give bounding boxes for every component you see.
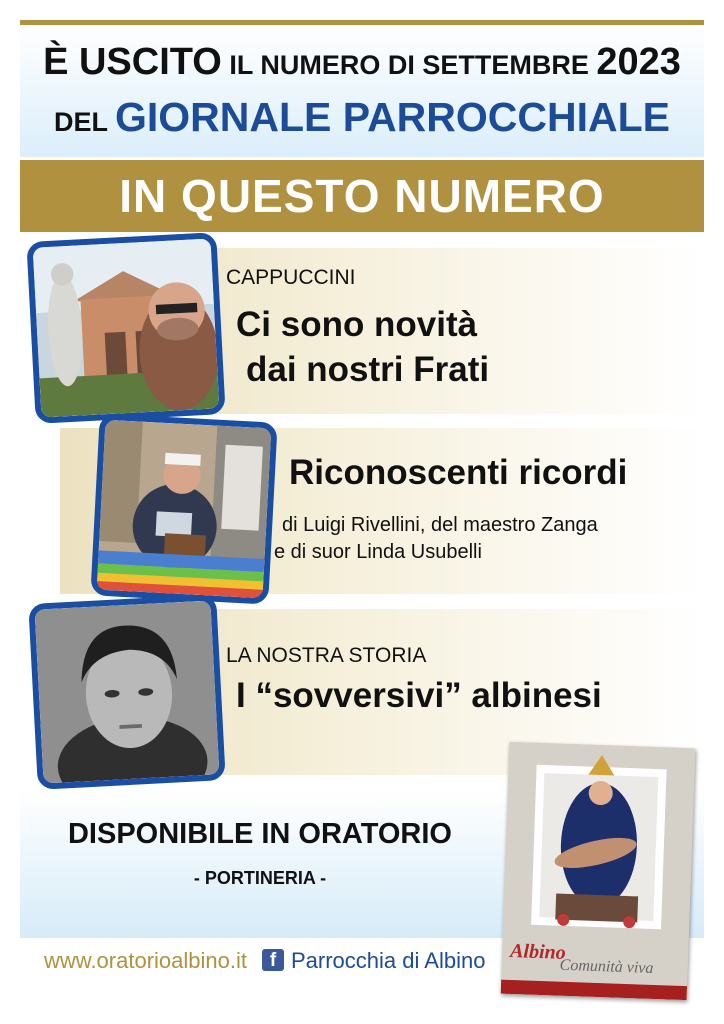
website-link[interactable]: www.oratorioalbino.it [44,948,247,973]
headline-del: DEL [53,107,115,137]
availability-sub: - PORTINERIA - [193,868,327,888]
article-photo-friars [26,232,225,424]
headline-line1 [20,43,704,81]
article-1-title-line1: Ci sono novità [236,305,478,344]
article-3-title: I “sovversivi” albinesi [236,676,602,715]
article-3-kicker: LA NOSTRA STORIA [226,644,427,667]
article-2-sub-line2: e di suor Linda Usubelli [274,541,482,563]
facebook-icon: f [262,949,284,971]
header-panel [20,25,704,157]
headline-line2 [20,94,704,140]
article-2-sub-line1: di Luigi Rivellini, del maestro Zanga [282,514,598,536]
headline-uscito: È USCITO [43,41,222,83]
facebook-page-link[interactable]: Parrocchia di Albino [291,948,486,973]
availability-main: DISPONIBILE IN ORATORIO [67,818,452,850]
section-banner: IN QUESTO NUMERO [20,160,704,232]
article-photo-ricordi [90,413,277,604]
headline-giornale: GIORNALE PARROCCHIALE [114,94,671,140]
cover-subtitle: Comunità viva [559,956,654,977]
article-1-kicker: CAPPUCCINI [226,266,356,289]
headline-year: 2023 [596,41,681,83]
cover-logo: Albino [509,939,567,964]
article-2-title: Riconoscenti ricordi [289,453,628,492]
article-photo-storia [28,594,225,790]
article-1-title-line2: dai nostri Frati [246,350,490,389]
headline-numero: IL NUMERO DI SETTEMBRE [221,50,597,80]
magazine-cover [501,742,696,1000]
